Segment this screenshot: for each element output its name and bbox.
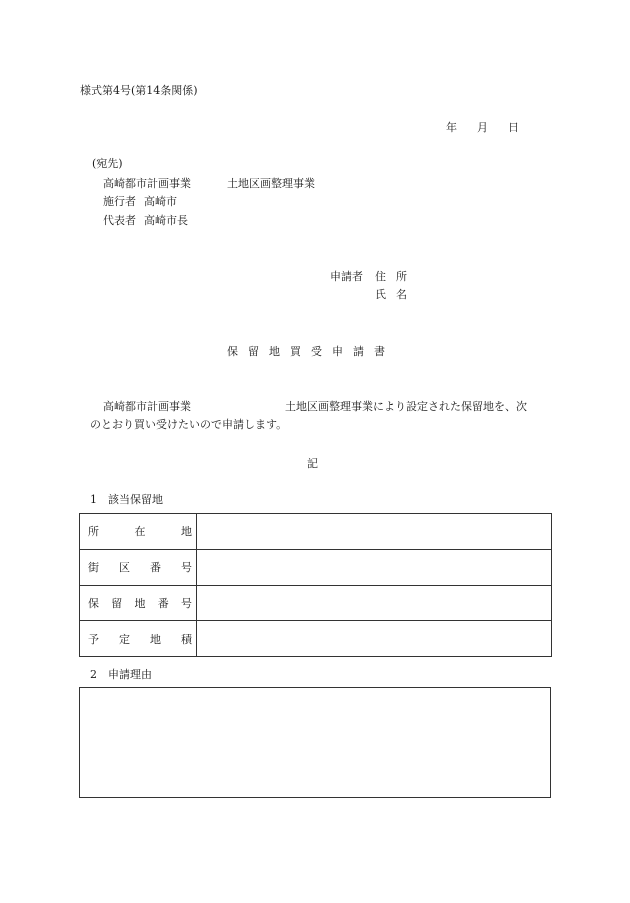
implementer-label: 施行者 (103, 195, 136, 208)
date-year-label: 年 (446, 121, 457, 134)
body-text-line2: のとおり買い受けたいので申請します。 (90, 418, 288, 431)
location-value[interactable] (197, 514, 552, 550)
project-name-line (103, 175, 315, 191)
implementer-line (103, 193, 177, 209)
block-number-value[interactable] (197, 549, 552, 585)
document-title: 保留地買受申請書 (227, 345, 395, 358)
date-line (446, 119, 519, 135)
section1-title: 該当保留地 (108, 493, 163, 506)
project-prefix: 高崎都市計画事業 (103, 177, 191, 190)
project-suffix: 土地区画整理事業 (227, 177, 315, 190)
section2-heading (90, 666, 152, 682)
representative-line (103, 212, 188, 228)
applicant-address-label: 住所 (375, 270, 417, 283)
representative-label: 代表者 (103, 214, 136, 227)
location-label: 所 在 地 (80, 514, 197, 550)
date-day-label: 日 (508, 121, 519, 134)
date-month-label: 月 (477, 121, 488, 134)
planned-area-value[interactable] (197, 621, 552, 657)
applicant-label: 申請者 (330, 270, 363, 283)
applicant-name-label: 氏名 (375, 288, 417, 301)
table-row (80, 585, 552, 621)
section1-heading (90, 491, 163, 507)
reserved-land-number-label: 保 留 地 番 号 (80, 585, 197, 621)
section2-title: 申請理由 (108, 668, 152, 681)
table-row (80, 621, 552, 657)
addressee-label: (宛先) (92, 157, 123, 170)
table-row (80, 549, 552, 585)
reserved-land-number-value[interactable] (197, 585, 552, 621)
implementer-name: 高崎市 (144, 195, 177, 208)
land-table (79, 513, 552, 657)
ki-heading: 記 (307, 457, 318, 470)
section2-number: 2 (90, 668, 97, 681)
body-project-suffix: 土地区画整理事業により設定された保留地を、次 (285, 400, 527, 413)
representative-name: 高崎市長 (144, 214, 188, 227)
planned-area-label: 予 定 地 積 (80, 621, 197, 657)
form-number: 様式第4号(第14条関係) (80, 84, 198, 97)
section1-number: 1 (90, 493, 97, 506)
body-text-line1 (103, 398, 527, 414)
block-number-label: 街 区 番 号 (80, 549, 197, 585)
table-row (80, 514, 552, 550)
application-reason-box[interactable] (79, 687, 551, 798)
body-project-prefix: 高崎都市計画事業 (103, 400, 191, 413)
